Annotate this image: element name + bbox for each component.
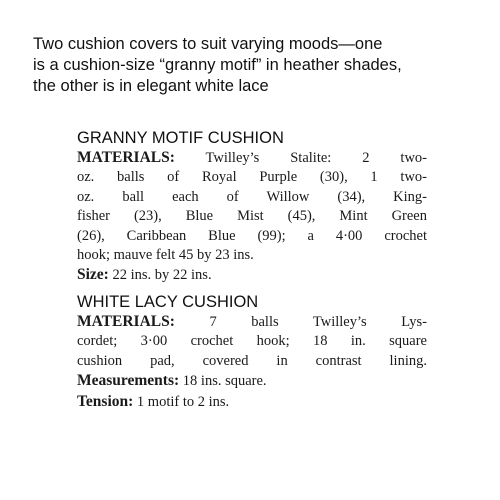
materials-label: MATERIALS: (77, 149, 175, 166)
materials-line: cordet; 3·00 crochet hook; 18 in. square (77, 333, 427, 350)
materials-line: oz. ball each of Willow (34), King- (77, 188, 427, 205)
size-label: Size: (77, 266, 109, 284)
materials-line: hook; mauve felt 45 by 23 ins. (77, 247, 254, 264)
intro-line: is a cushion-size “granny motif” in heather shades, (33, 56, 402, 74)
tension-line (77, 392, 427, 412)
materials-line: oz. balls of Royal Purple (30), 1 two- (77, 169, 427, 186)
granny-materials (77, 148, 427, 286)
measurements-line (77, 371, 427, 391)
materials-label: MATERIALS: (77, 313, 175, 330)
materials-text: 7 balls Twilley’s Lys- (174, 314, 427, 330)
materials-line (77, 148, 427, 168)
measurements-label: Measurements: (77, 372, 180, 390)
size-line (77, 265, 427, 285)
white-lacy-section (77, 292, 427, 412)
intro-line: the other is in elegant white lace (33, 77, 269, 95)
tension-label: Tension: (77, 392, 134, 410)
measurements-value: 18 ins. square. (179, 373, 267, 390)
section-title: GRANNY MOTIF CUSHION (77, 129, 284, 147)
materials-text: Twilley’s Stalite: 2 two- (174, 150, 427, 166)
materials-line: cushion pad, covered in contrast lining. (77, 352, 427, 369)
lacy-materials (77, 312, 427, 412)
materials-line: fisher (23), Blue Mist (45), Mint Green (77, 208, 427, 225)
materials-line (77, 312, 427, 332)
granny-motif-section (77, 128, 427, 286)
section-title: WHITE LACY CUSHION (77, 293, 259, 311)
materials-line: (26), Caribbean Blue (99); a 4·00 crochet (77, 227, 427, 244)
intro-line: Two cushion covers to suit varying moods—one (33, 35, 383, 53)
intro-caption (33, 34, 495, 97)
tension-value: 1 motif to 2 ins. (133, 393, 230, 410)
size-value: 22 ins. by 22 ins. (108, 267, 212, 284)
